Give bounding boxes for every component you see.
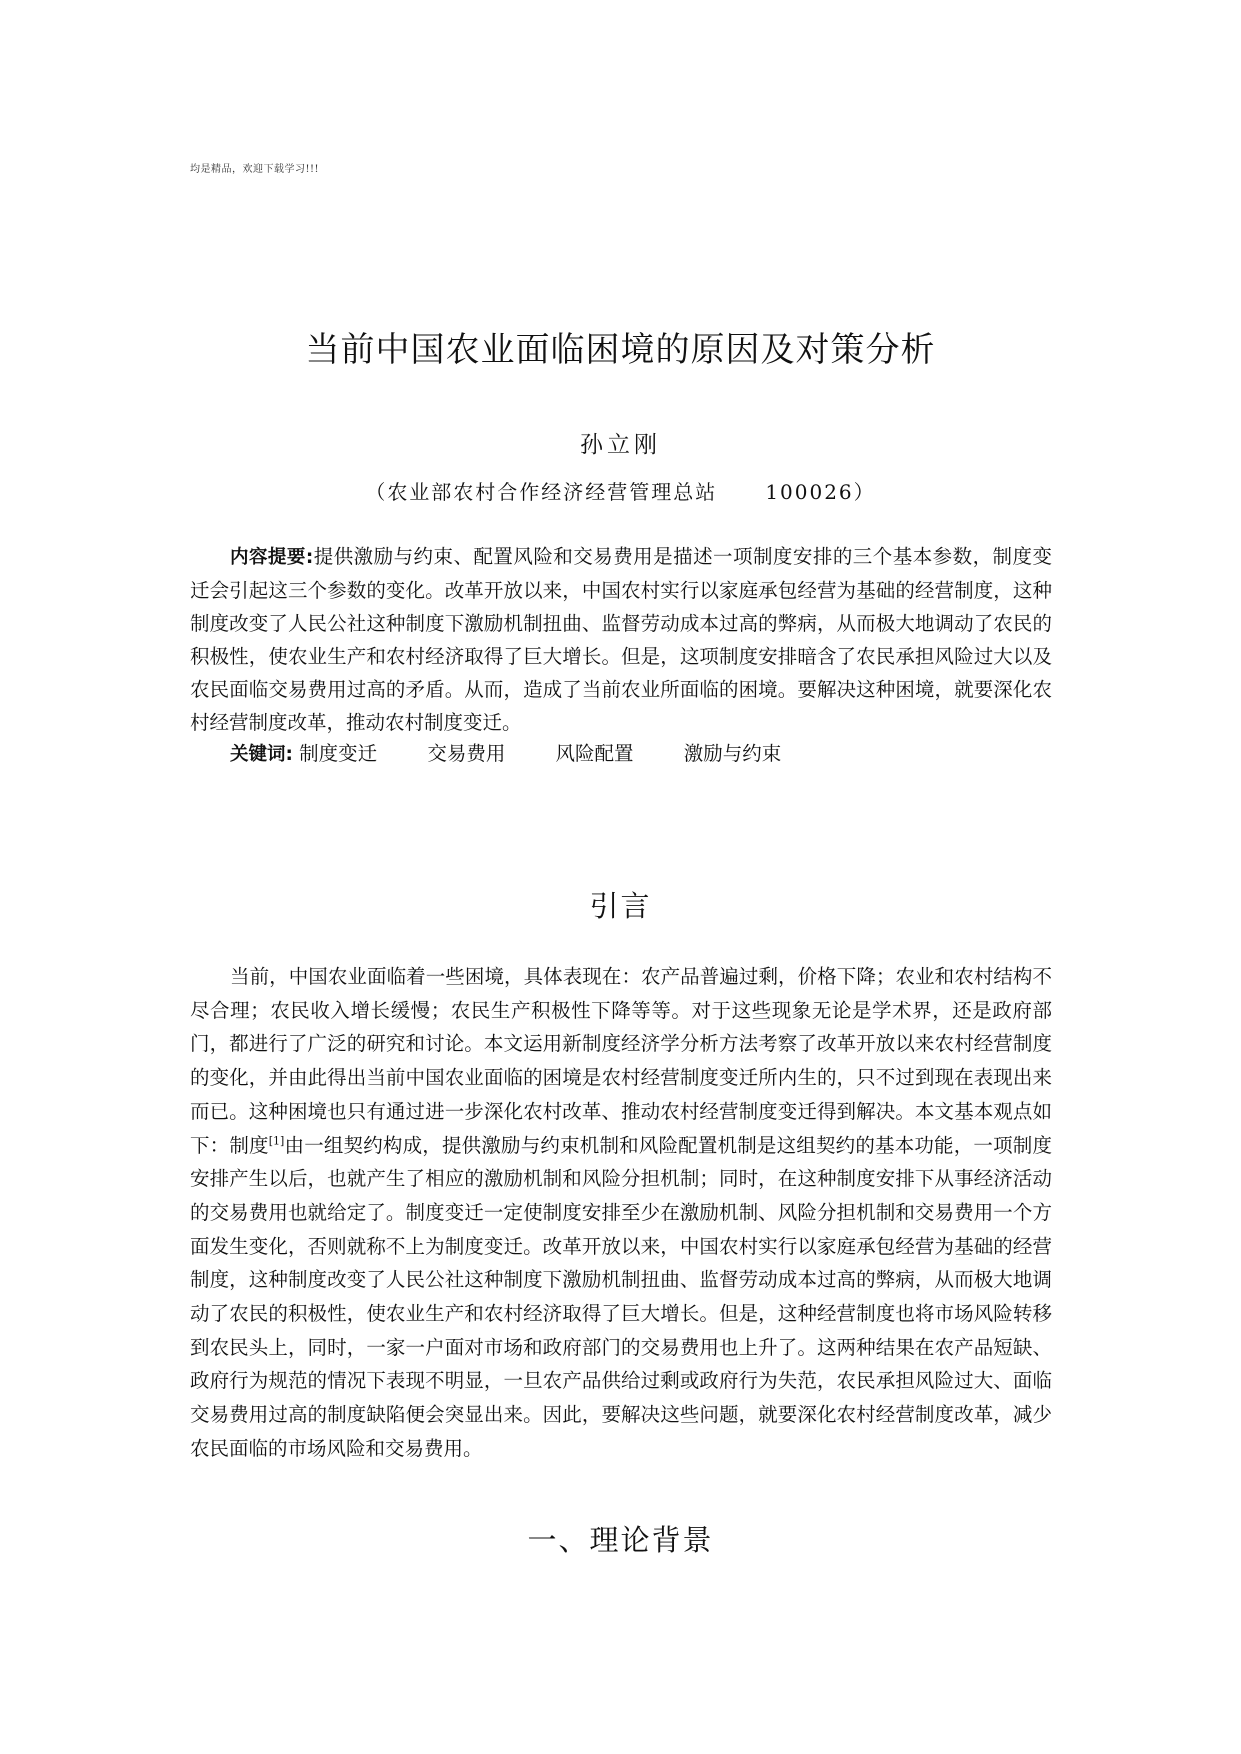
keyword-item: 制度变迁 (299, 742, 378, 765)
keyword-item: 激励与约束 (683, 742, 782, 765)
abstract-text: 提供激励与约束、配置风险和交易费用是描述一项制度安排的三个基本参数，制度变迁会引起这三个参数的变化。改革开放以来，中国农村实行以家庭承包经营为基础的经营制度，这种制度改变了人民公社这种制度下激励机制扭曲、监督劳动成本过高的弊病，从而极大地调动了农民的积极性，使农业生产和农村经济取得了巨大增长。但是，这项制度安排暗含了农民承担风险过大以及农民面临交易费用过高的矛盾。从而，造成了当前农业所面临的困境。要解决这种困境，就要深化农村经营制度改革，推动农村制度变迁。 (190, 545, 1052, 734)
keyword-item: 风险配置 (555, 742, 634, 765)
citation-marker[interactable]: [1] (268, 1134, 285, 1148)
intro-heading: 引言 (589, 889, 652, 923)
affiliation-zip: 100026 (765, 480, 854, 504)
author-name: 孙立刚 (580, 432, 661, 458)
abstract-paragraph (190, 540, 1052, 739)
keyword-item: 交易费用 (427, 742, 506, 765)
affiliation-open-paren: （ (365, 480, 388, 504)
keywords-line (230, 737, 825, 771)
affiliation-name: 农业部农村合作经济经营管理总站 (387, 480, 718, 504)
keywords-label: 关键词: (230, 744, 293, 765)
header-note: 均是精品，欢迎下载学习!!! (190, 164, 320, 175)
author-affiliation (0, 476, 1241, 505)
document-title: 当前中国农业面临困境的原因及对策分析 (305, 330, 936, 370)
intro-text-part-1: 当前，中国农业面临着一些困境，具体表现在：农产品普遍过剩，价格下降；农业和农村结构不尽合理；农民收入增长缓慢；农民生产积极性下降等等。对于这些现象无论是学术界，还是政府部门，都进行了广泛的研究和讨论。本文运用新制度经济学分析方法考察了改革开放以来农村经营制度的变化，并由此得出当前中国农业面临的困境是农村经营制度变迁所内生的，只不过到现在表现出来而已。这种困境也只有通过进一步深化农村改革、推动农村经营制度变迁得到解决。本文基本观点如下：制度 (190, 965, 1052, 1157)
intro-text-part-2: 由一组契约构成，提供激励与约束机制和风险配置机制是这组契约的基本功能，一项制度安排产生以后，也就产生了相应的激励机制和风险分担机制；同时，在这种制度安排下从事经济活动的交易费用也就给定了。制度变迁一定使制度安排至少在激励机制、风险分担机制和交易费用一个方面发生变化，否则就称不上为制度变迁。改革开放以来，中国农村实行以家庭承包经营为基础的经营制度，这种制度改变了人民公社这种制度下激励机制扭曲、监督劳动成本过高的弊病，从而极大地调动了农民的积极性，使农业生产和农村经济取得了巨大增长。但是，这种经营制度也将市场风险转移到农民头上，同时，一家一户面对市场和政府部门的交易费用也上升了。这两种结果在农产品短缺、政府行为规范的情况下表现不明显，一旦农产品供给过剩或政府行为失范，农民承担风险过大、面临交易费用过高的制度缺陷便会突显出来。因此，要解决这些问题，就要深化农村经营制度改革，减少农民面临的市场风险和交易费用。 (190, 1133, 1052, 1460)
abstract-label: 内容提要: (230, 547, 314, 568)
section-one-heading: 一、理论背景 (527, 1523, 714, 1557)
intro-paragraph (190, 960, 1052, 1466)
affiliation-close-paren: ） (853, 480, 876, 504)
